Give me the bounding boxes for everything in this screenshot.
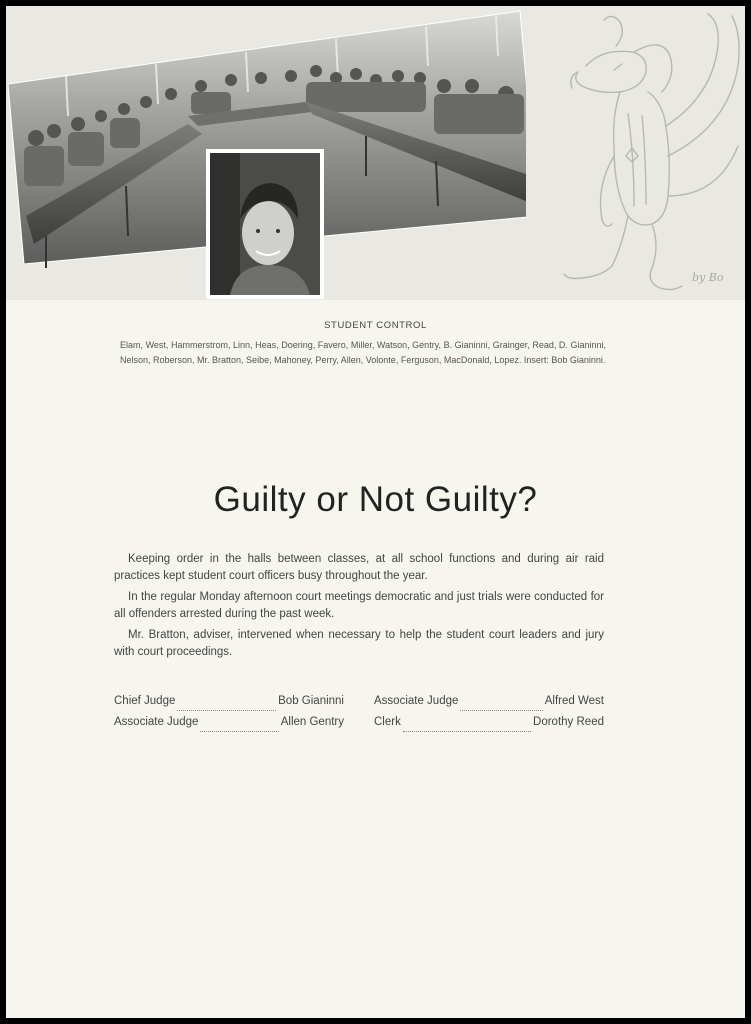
article-body xyxy=(114,551,604,665)
officer-entry xyxy=(114,695,344,716)
dot-leader xyxy=(200,716,278,732)
officer-entry xyxy=(114,716,344,737)
dot-leader xyxy=(403,716,531,732)
mascot-sketch xyxy=(542,6,745,300)
photo-caption-title: STUDENT CONTROL xyxy=(324,320,427,331)
officer-entry xyxy=(374,695,604,716)
article-paragraph: Keeping order in the halls between classes, at all school functions and during air raid practices kept student court officers busy throughout the year. xyxy=(114,553,604,582)
article-paragraph: In the regular Monday afternoon court meetings democratic and just trials were conducted for all offenders arrested during the past week. xyxy=(114,591,604,620)
mascot-signature: by Bo xyxy=(692,271,724,284)
inset-portrait xyxy=(206,149,324,299)
officer-role: Associate Judge xyxy=(374,695,459,707)
officer-role: Chief Judge xyxy=(114,695,176,707)
officer-row xyxy=(114,716,604,737)
page-headline: Guilty or Not Guilty? xyxy=(213,480,538,519)
photo-caption-names: Elam, West, Hammerstrom, Linn, Heas, Doering, Favero, Miller, Watson, Gentry, B. Gianinni, Grainger, Read, D. Gianinni, Nelson, Roberson, Mr. Bratton, Seibe, Mahoney, Perry, Allen, Volonte, Ferguson, MacDonald, Lopez. Insert: Bob Gianinni. xyxy=(120,340,606,365)
officer-role: Clerk xyxy=(374,716,401,728)
yearbook-page xyxy=(6,6,745,1018)
officer-name: Dorothy Reed xyxy=(533,716,604,728)
dot-leader xyxy=(177,695,276,711)
officer-name: Bob Gianinni xyxy=(278,695,344,707)
officer-role: Associate Judge xyxy=(114,716,199,728)
officer-name: Alfred West xyxy=(544,695,604,707)
dot-leader xyxy=(460,695,542,711)
officer-name: Allen Gentry xyxy=(280,716,344,728)
officer-list xyxy=(114,695,604,737)
article-paragraph: Mr. Bratton, adviser, intervened when necessary to help the student court leaders and jury with court proceedings. xyxy=(114,629,604,658)
officer-row xyxy=(114,695,604,716)
officer-entry xyxy=(374,716,604,737)
